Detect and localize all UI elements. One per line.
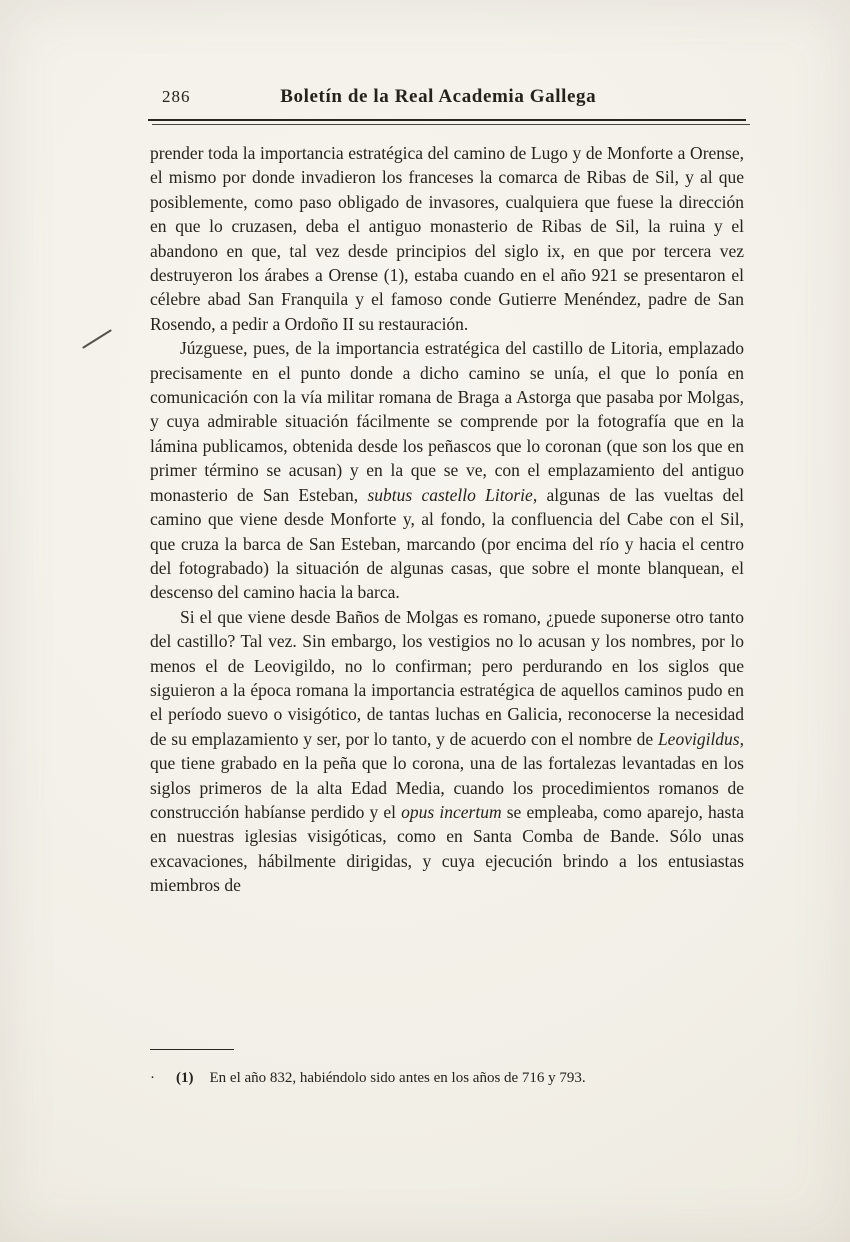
text-segment: se empleaba, como aparejo, hasta en nuestras iglesias visigóticas, como en Santa Comba de Bande. Sólo unas excavaciones, hábilmente dirigidas, y cuya ejecución brindo a los entusiastas miembros de [150,801,744,896]
journal-title: Boletín de la Real Academia Gallega [280,86,597,107]
page-body [150,141,744,898]
handwritten-slash-mark [82,329,112,349]
footnote-text: En el año 832, habiéndolo sido antes en los años de 716 y 793. [209,1070,586,1086]
text-segment: algunas de las vueltas del camino que viene desde Monforte y, al fondo, la confluencia del Cabe con el Sil, que cruza la barca de San Esteban, marcando (por encima del río y hacia el centro del fotograbado) la situación de algunas casas, que sobre el monte blanquean, el descenso del camino hacia la barca. [150,484,744,603]
footnote-rule [150,1049,234,1050]
text-segment: Júzguese, pues, de la importancia estratégica del castillo de Litoria, emplazado precisamente en el punto donde a dicho camino se unía, el que lo ponía en comunicación con la vía militar romana de Braga a Astorga que pasaba por Molgas, y cuya admirable situación fácilmente se comprende por la fotografía que en la lámina publicamos, obtenida desde los peñascos que lo coronan (que son los que en primer término se acusan) y en la que se ve, con el emplazamiento del antiguo monasterio de San Esteban, [150,338,744,505]
page-number: 286 [162,87,191,106]
footnote [150,1068,750,1089]
paragraph [150,141,744,336]
footnote-marker: (1) [176,1070,194,1086]
text-segment: Si el que viene desde Baños de Molgas es romano, ¿puede suponerse otro tanto del castillo? Tal vez. Sin embargo, los vestigios no lo acusan y los nombres, por lo menos el de Leovigildo, no lo confirman; pero perdurando en los siglos que siguieron a la época romana la importancia estratégica de aquellos caminos pudo en el período suevo o visigótico, de tantas luchas en Galicia, reconocerse la necesidad de su emplazamiento y ser, por lo tanto, y de acuerdo con el nombre de [150,606,744,749]
header-rule-thick [148,119,746,121]
running-head [148,86,746,108]
paragraph [150,605,744,898]
header-rule-thin [152,124,750,125]
text-segment: que tiene grabado en la peña que lo corona, una de las fortalezas levantadas en los siglos primeros de la alta Edad Media, cuando los procedimientos romanos de construcción habíanse perdido y el [150,753,744,822]
italic-text-segment: Leovigildus, [657,728,744,749]
text-segment: prender toda la importancia estratégica del camino de Lugo y de Monforte a Orense, el mismo por donde invadieron los franceses la comarca de Ribas de Sil, y al que posiblemente, como paso obligado de invasores, cualquiera que fuese la dirección en que lo cruzasen, deba el antiguo monasterio de Ribas de Sil, la ruina y el abandono en que, tal vez desde principios del siglo ix, en que por tercera vez destruyeron los árabes a Orense (1), estaba cuando en el año 921 se presentaron el célebre abad San Franquila y el famoso conde Gutierre Menéndez, padre de San Rosendo, a pedir a Ordoño II su restauración. [150,143,744,334]
italic-text-segment: subtus castello Litorie, [367,484,538,505]
paragraph [150,336,744,604]
footnote-leading-dot: · [150,1070,155,1086]
italic-text-segment: opus incertum [401,801,502,822]
